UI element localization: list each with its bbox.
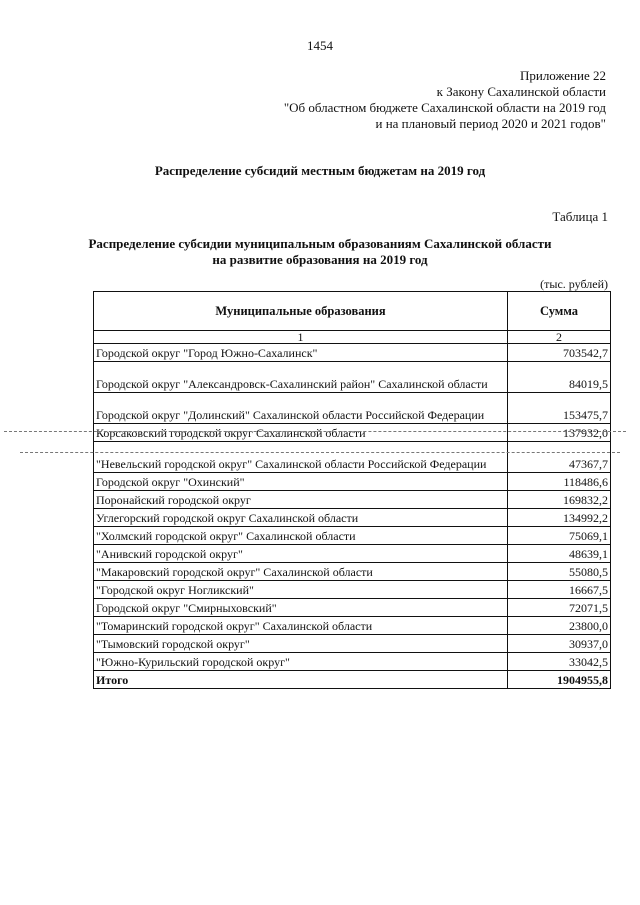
- municipality-name: "Макаровский городской округ" Сахалинской области: [94, 563, 508, 581]
- table-row: [94, 473, 611, 491]
- municipality-name: Городской округ "Александровск-Сахалинский район" Сахалинской области: [94, 362, 508, 393]
- page-number: 1454: [307, 38, 333, 53]
- subsidy-amount: 23800,0: [508, 617, 611, 635]
- municipality-name: Городской округ "Город Южно-Сахалинск": [94, 344, 508, 362]
- appendix-line: Приложение 22: [519, 68, 606, 83]
- municipality-name: "Анивский городской округ": [94, 545, 508, 563]
- table-row: [94, 509, 611, 527]
- units-label: (тыс. рублей): [540, 277, 608, 291]
- table-row: [94, 344, 611, 362]
- table-row: [94, 442, 611, 473]
- municipality-name: "Городской округ Ногликский": [94, 581, 508, 599]
- subsidy-amount: 75069,1: [508, 527, 611, 545]
- header-amount: Сумма: [508, 292, 611, 331]
- subsidy-amount: 169832,2: [508, 491, 611, 509]
- column-number: 2: [508, 331, 611, 344]
- subsidy-amount: 72071,5: [508, 599, 611, 617]
- table-row: [94, 424, 611, 442]
- subsidy-amount: 55080,5: [508, 563, 611, 581]
- municipality-name: "Южно-Курильский городской округ": [94, 653, 508, 671]
- table-title-line: на развитие образования на 2019 год: [212, 252, 428, 267]
- subsidy-amount: 118486,6: [508, 473, 611, 491]
- subsidy-amount: 48639,1: [508, 545, 611, 563]
- table-row: [94, 617, 611, 635]
- table-row: [94, 599, 611, 617]
- main-title: Распределение субсидий местным бюджетам на 2019 год: [154, 163, 486, 178]
- appendix-line: и на плановый период 2020 и 2021 годов": [375, 116, 606, 131]
- table-title: [0, 236, 640, 268]
- table-row: [94, 635, 611, 653]
- subsidy-amount: 16667,5: [508, 581, 611, 599]
- subsidy-table: [93, 291, 611, 689]
- municipality-name: Поронайский городской округ: [94, 491, 508, 509]
- column-number-row: [94, 331, 611, 344]
- table-row: [94, 581, 611, 599]
- total-amount: 1904955,8: [508, 671, 611, 689]
- table-label: Таблица 1: [552, 209, 608, 224]
- municipality-name: Корсаковский городской округ Сахалинской области: [94, 424, 508, 442]
- municipality-name: "Тымовский городской округ": [94, 635, 508, 653]
- municipality-name: "Томаринский городской округ" Сахалинской области: [94, 617, 508, 635]
- subsidy-amount: 30937,0: [508, 635, 611, 653]
- column-number: 1: [94, 331, 508, 344]
- total-row: [94, 671, 611, 689]
- appendix-line: к Закону Сахалинской области: [436, 84, 606, 99]
- table-row: [94, 527, 611, 545]
- table-row: [94, 393, 611, 424]
- table-row: [94, 491, 611, 509]
- municipality-name: "Невельский городской округ" Сахалинской области Российской Федерации: [94, 442, 508, 473]
- subsidy-amount: 47367,7: [508, 442, 611, 473]
- municipality-name: Городской округ "Смирныховский": [94, 599, 508, 617]
- subsidy-amount: 33042,5: [508, 653, 611, 671]
- scan-artifact-line: [4, 431, 626, 432]
- subsidy-amount: 703542,7: [508, 344, 611, 362]
- appendix-line: "Об областном бюджете Сахалинской области на 2019 год: [283, 100, 606, 115]
- table-row: [94, 563, 611, 581]
- municipality-name: Углегорский городской округ Сахалинской области: [94, 509, 508, 527]
- municipality-name: Городской округ "Охинский": [94, 473, 508, 491]
- municipality-name: Городской округ "Долинский" Сахалинской области Российской Федерации: [94, 393, 508, 424]
- scan-artifact-line: [20, 452, 620, 453]
- subsidy-amount: 134992,2: [508, 509, 611, 527]
- municipality-name: "Холмский городской округ" Сахалинской области: [94, 527, 508, 545]
- table-header-row: [94, 292, 611, 331]
- table-row: [94, 653, 611, 671]
- subsidy-amount: 137932,0: [508, 424, 611, 442]
- header-municipality: Муниципальные образования: [94, 292, 508, 331]
- table-title-line: Распределение субсидии муниципальным образованиям Сахалинской области: [88, 236, 552, 251]
- subsidy-amount: 153475,7: [508, 393, 611, 424]
- subsidy-amount: 84019,5: [508, 362, 611, 393]
- table-row: [94, 545, 611, 563]
- table-row: [94, 362, 611, 393]
- appendix-header: [284, 68, 606, 132]
- total-label: Итого: [94, 671, 508, 689]
